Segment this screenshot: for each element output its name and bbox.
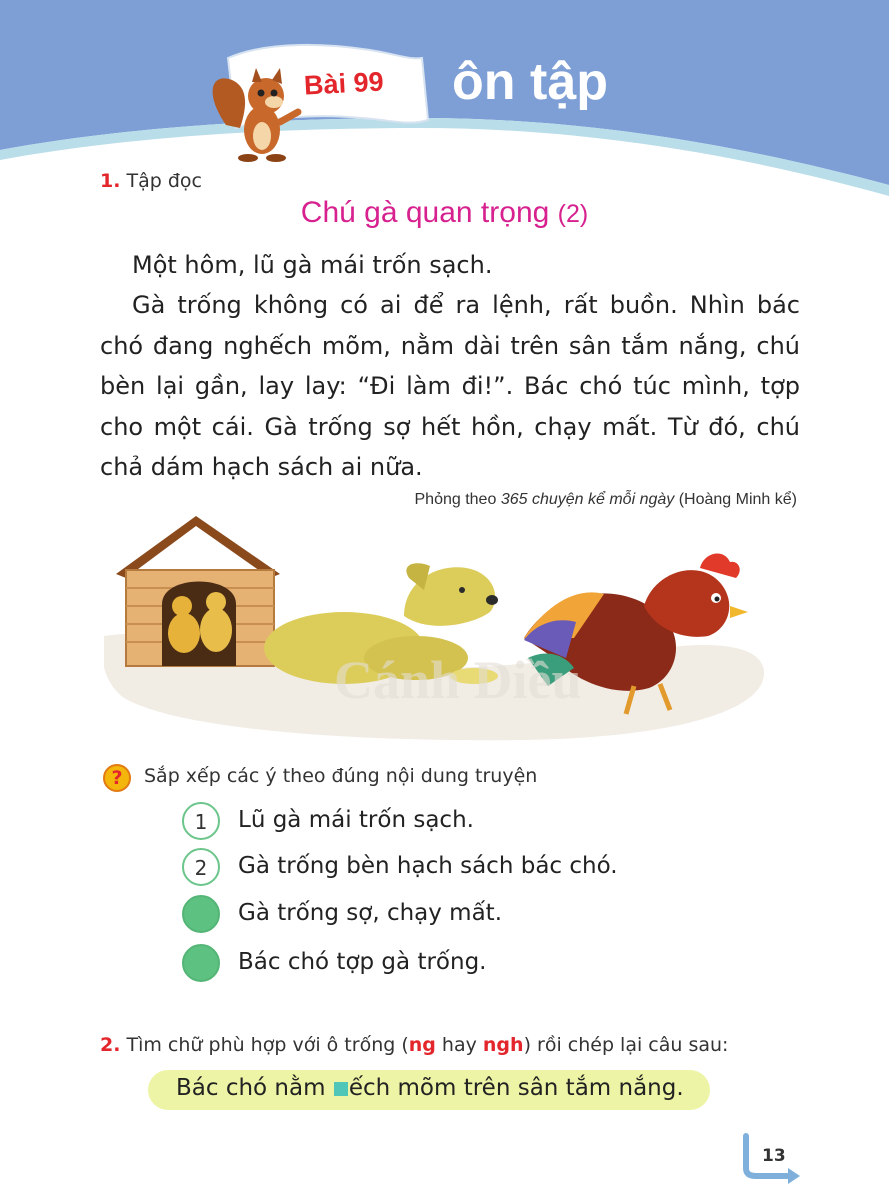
story-title — [0, 196, 889, 230]
story-part: (2) — [557, 200, 589, 228]
story-illustration — [104, 508, 794, 748]
section-1-number: 1. — [100, 170, 121, 192]
doghouse — [116, 516, 280, 666]
source-author: (Hoàng Minh kể) — [678, 491, 797, 508]
source-book: 365 chuyện kể mỗi ngày — [500, 491, 675, 508]
order-option-text: Bác chó tợp gà trống. — [238, 949, 487, 975]
order-option-text: Lũ gà mái trốn sạch. — [238, 807, 474, 833]
choice-ngh: ngh — [482, 1034, 524, 1056]
question-prompt: Sắp xếp các ý theo đúng nội dung truyện — [144, 765, 538, 787]
sentence-after: ếch mõm trên sân tắm nắng. — [348, 1075, 684, 1101]
section-1-label: Tập đọc — [126, 170, 202, 192]
order-circle-4[interactable] — [182, 944, 220, 982]
instruction-end: ) rồi chép lại câu sau: — [523, 1034, 729, 1056]
order-circle-1[interactable]: 1 — [182, 802, 220, 840]
blank-box[interactable] — [334, 1082, 348, 1096]
story-title-text: Chú gà quan trọng — [300, 196, 550, 229]
choice-ng: ng — [408, 1034, 436, 1056]
order-circle-3[interactable] — [182, 895, 220, 933]
section-2-instruction — [100, 1034, 728, 1056]
section-1-heading — [100, 170, 202, 192]
order-option-text: Gà trống bèn hạch sách bác chó. — [238, 853, 618, 879]
fill-in-sentence — [176, 1075, 684, 1101]
section-2-number: 2. — [100, 1034, 121, 1056]
story-paragraph-1: Một hôm, lũ gà mái trốn sạch. — [132, 251, 493, 279]
instruction-start: Tìm chữ phù hợp với ô trống ( — [126, 1034, 409, 1056]
question-icon: ? — [103, 764, 131, 792]
order-circle-2[interactable]: 2 — [182, 848, 220, 886]
source-prefix: Phỏng theo — [414, 491, 497, 508]
order-option-text: Gà trống sợ, chạy mất. — [238, 900, 503, 926]
story-paragraph-2: Gà trống không có ai để ra lệnh, rất buồn. Nhìn bác chó đang nghếch mõm, nằm dài trên sân tắm nắng, chú bèn lại gần, lay lay: “Đi làm đi!”. Bác chó túc mình, tợp cho một cái. Gà trống sợ hết hồn, chạy mất. Từ đó, chú chả dám hạch sách ai nữa. — [100, 291, 800, 481]
lesson-title: ôn tập — [452, 53, 608, 111]
sentence-before: Bác chó nằm — [176, 1075, 333, 1101]
story-source — [415, 491, 798, 509]
lesson-number: Bài 99 — [303, 66, 385, 101]
instruction-mid: hay — [435, 1034, 483, 1056]
watermark: Cánh Diều — [334, 650, 582, 710]
page-number: 13 — [762, 1146, 786, 1166]
